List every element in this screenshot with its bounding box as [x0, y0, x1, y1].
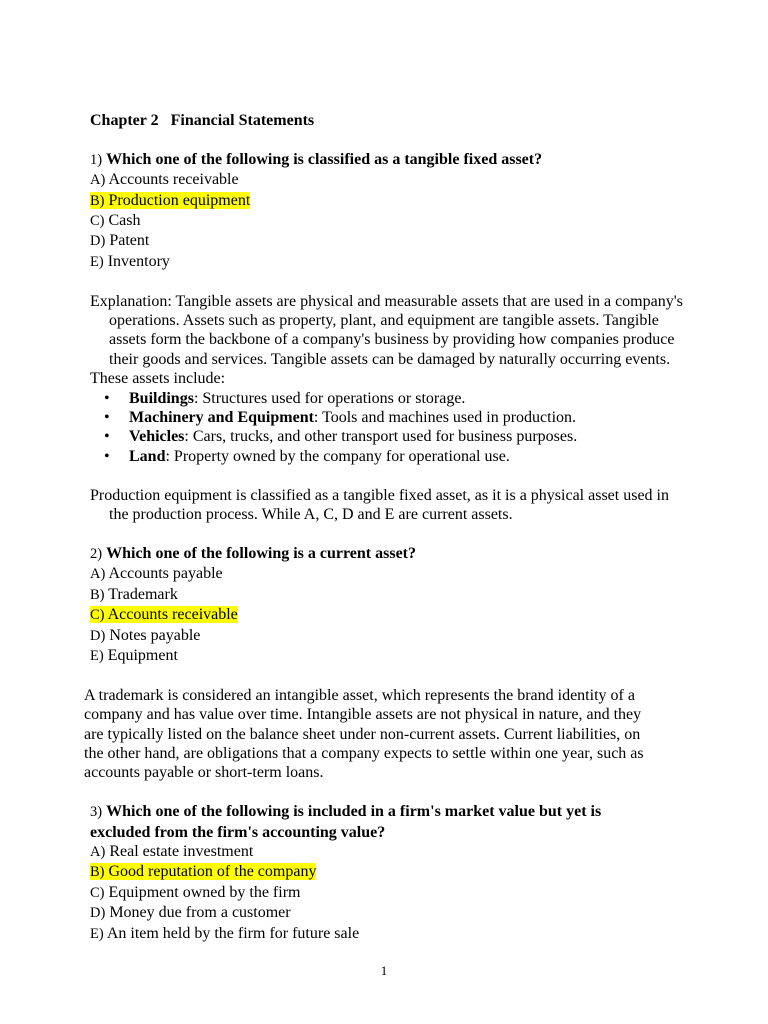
question-1-stem: [90, 150, 690, 170]
option-b-answer: [90, 191, 690, 211]
question-number: 1): [90, 151, 103, 168]
option-a: A) Accounts receivable: [90, 171, 239, 189]
page-content: [84, 111, 690, 944]
answer-highlight: B) Production equipment: [90, 191, 251, 209]
chapter-title: Chapter 2 Financial Statements: [90, 112, 315, 129]
option-c: C) Equipment owned by the firm: [90, 883, 301, 901]
bullet-icon: •: [104, 409, 110, 427]
bullet-icon: •: [104, 428, 110, 446]
trademark-explanation: A trademark is considered an intangible asset, which represents the brand identity of a company and has value over time. Intangible assets are not physical in nature, and they are typically listed on the balance sheet under non-current assets. Current liabilities, on the other hand, are obligations that a company expects to settle within one year, such as accounts payable or short-term loans.: [84, 686, 644, 782]
question-3-stem: [90, 802, 630, 842]
question-number: 2): [90, 545, 103, 562]
page-number: 1: [380, 963, 388, 978]
option-d: D) Money due from a customer: [90, 904, 291, 922]
option-c-answer: [90, 605, 690, 625]
answer-highlight: B) Good reputation of the company: [90, 863, 317, 881]
question-1: [90, 150, 690, 272]
bullet-icon: •: [104, 447, 110, 465]
option-b: B) Trademark: [90, 585, 178, 603]
question-2: [90, 544, 690, 666]
assets-intro: These assets include:: [90, 370, 226, 388]
list-item: • Vehicles: Cars, trucks, and other transport used for business purposes.: [104, 428, 578, 446]
assets-list: [90, 389, 690, 467]
question-3: [90, 802, 690, 944]
explanation-paragraph: Explanation: Tangible assets are physical and measurable assets that are used in a company's operations. Assets such as property, plant, and equipment are tangible assets. Tangible assets form the backbone of a company's business by providing how companies produce their goods and services. Tangible assets can be damaged by naturally occurring events.: [90, 292, 683, 368]
conclusion-paragraph: Production equipment is classified as a tangible fixed asset, as it is a physical asset used in the production process. While A, C, D and E are current assets.: [90, 486, 669, 524]
answer-highlight: C) Accounts receivable: [90, 606, 238, 624]
option-e: E) Equipment: [90, 646, 178, 664]
list-item: • Buildings: Structures used for operations or storage.: [104, 389, 466, 407]
option-e: E) Inventory: [90, 252, 170, 270]
option-e: E) An item held by the firm for future sale: [90, 924, 360, 942]
question-text: Which one of the following is classified as a tangible fixed asset?: [106, 150, 543, 168]
question-text: Which one of the following is a current asset?: [106, 544, 417, 562]
question-number: 3): [90, 804, 103, 821]
option-a: A) Real estate investment: [90, 842, 254, 860]
list-item: • Land: Property owned by the company for operational use.: [104, 447, 510, 465]
option-d: D) Notes payable: [90, 626, 201, 644]
option-b-answer: [90, 862, 690, 882]
option-d: D) Patent: [90, 232, 150, 250]
list-item: • Machinery and Equipment: Tools and machines used in production.: [104, 409, 577, 427]
question-2-stem: [90, 544, 690, 564]
option-c: C) Cash: [90, 212, 141, 230]
option-a: A) Accounts payable: [90, 565, 223, 583]
bullet-icon: •: [104, 389, 110, 407]
question-text: Which one of the following is included in a firm's market value but yet is excluded from the firm's accounting value?: [90, 803, 602, 841]
